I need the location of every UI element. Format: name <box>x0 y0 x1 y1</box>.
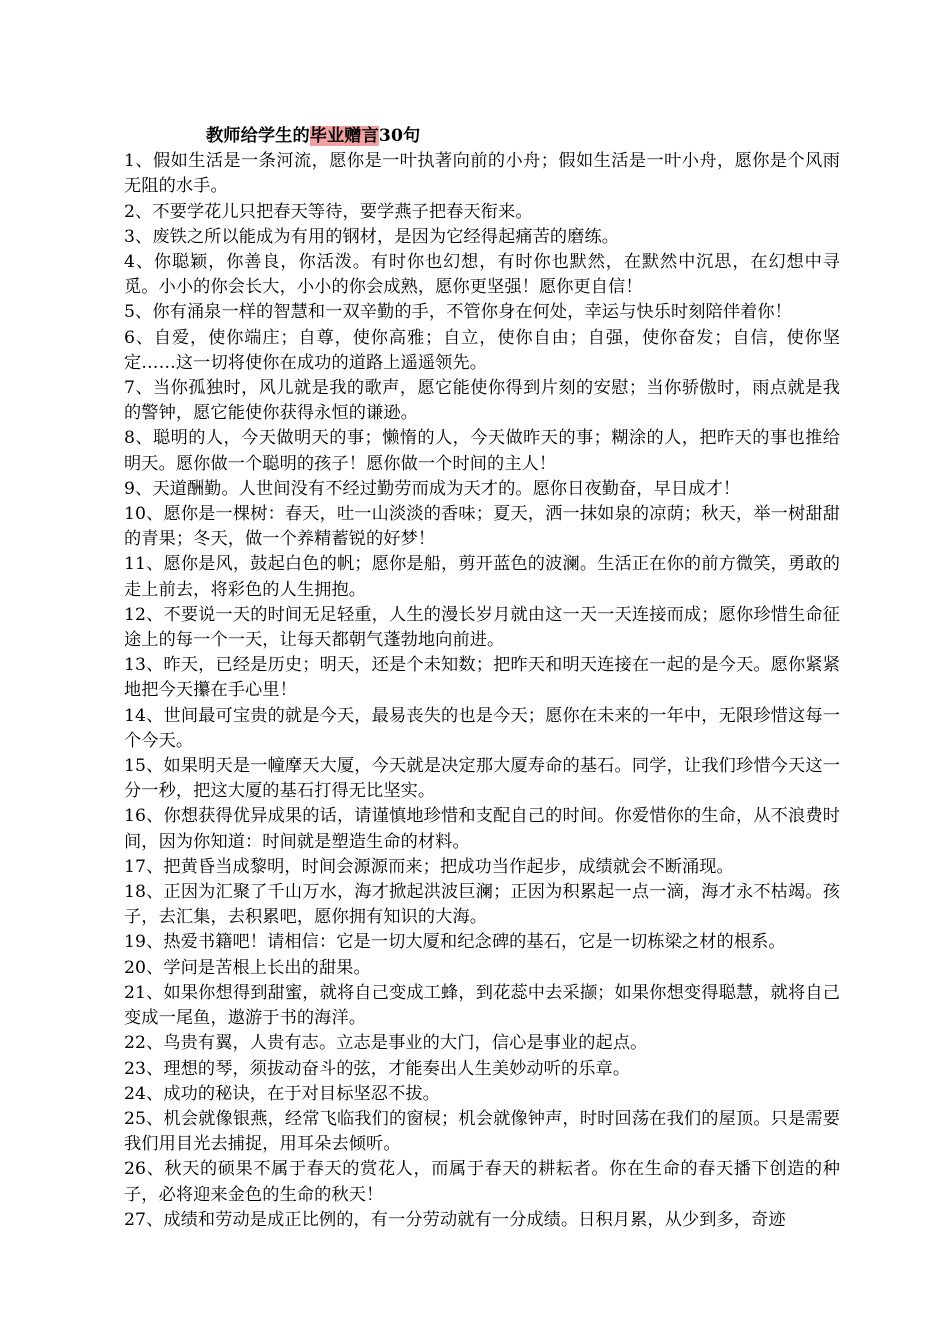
document-title <box>206 124 840 149</box>
list-item: 13、昨天，已经是历史；明天，还是个未知数；把昨天和明天连接在一起的是今天。愿你紧紧地把今天攥在手心里！ <box>124 655 840 701</box>
list-item: 14、世间最可宝贵的就是今天，最易丧失的也是今天；愿你在未来的一年中，无限珍惜这每一个今天。 <box>124 705 840 751</box>
list-item: 7、当你孤独时，风儿就是我的歌声，愿它能使你得到片刻的安慰；当你骄傲时，雨点就是我的警钟，愿它能使你获得永恒的谦逊。 <box>124 378 840 424</box>
list-item: 11、愿你是风，鼓起白色的帆；愿你是船，剪开蓝色的波澜。生活正在你的前方微笑，勇敢的走上前去，将彩色的人生拥抱。 <box>124 554 840 600</box>
list-item: 12、不要说一天的时间无足轻重，人生的漫长岁月就由这一天一天连接而成；愿你珍惜生命征途上的每一个一天，让每天都朝气蓬勃地向前进。 <box>124 604 840 651</box>
list-item: 1、假如生活是一条河流，愿你是一叶执著向前的小舟；假如生活是一叶小舟，愿你是个风雨无阻的水手。 <box>124 151 840 197</box>
title-suffix: 30句 <box>378 126 421 146</box>
list-item: 16、你想获得优异成果的话，请谨慎地珍惜和支配自己的时间。你爱惜你的生命，从不浪费时间，因为你知道：时间就是塑造生命的材料。 <box>124 806 840 852</box>
list-item: 18、正因为汇聚了千山万水，海才掀起洪波巨澜；正因为积累起一点一滴，海才永不枯竭。孩子，去汇集，去积累吧，愿你拥有知识的大海。 <box>124 882 840 928</box>
list-item: 15、如果明天是一幢摩天大厦，今天就是决定那大厦寿命的基石。同学，让我们珍惜今天这一分一秒，把这大厦的基石打得无比坚实。 <box>124 756 840 802</box>
list-item: 20、学问是苦根上长出的甜果。 <box>124 957 371 978</box>
list-item: 5、你有涌泉一样的智慧和一双辛勤的手，不管你身在何处，幸运与快乐时刻陪伴着你！ <box>124 302 792 323</box>
list-item: 21、如果你想得到甜蜜，就将自己变成工蜂，到花蕊中去采撷；如果你想变得聪慧，就将自己变成一尾鱼，遨游于书的海洋。 <box>124 982 840 1029</box>
list-item: 17、把黄昏当成黎明，时间会源源而来；把成功当作起步，成绩就会不断涌现。 <box>124 856 734 877</box>
list-item: 2、不要学花儿只把春天等待，要学燕子把春天衔来。 <box>124 201 533 222</box>
title-prefix: 教师给学生的 <box>206 126 310 146</box>
list-item: 6、自爱，使你端庄；自尊，使你高雅；自立，使你自由；自强，使你奋发；自信，使你坚定……这一切将使你在成功的道路上遥遥领先。 <box>124 327 840 373</box>
list-item: 9、天道酬勤。人世间没有不经过勤劳而成为天才的。愿你日夜勤奋，早日成才！ <box>124 478 741 499</box>
list-item: 26、秋天的硕果不属于春天的赏花人，而属于春天的耕耘者。你在生命的春天播下创造的种子，必将迎来金色的生命的秋天！ <box>124 1159 840 1205</box>
list-item: 22、鸟贵有翼，人贵有志。立志是事业的大门，信心是事业的起点。 <box>124 1033 648 1054</box>
list-item: 27、成绩和劳动是成正比例的，有一分劳动就有一分成绩。日积月累，从少到多，奇迹 <box>124 1209 786 1230</box>
list-item: 8、聪明的人，今天做明天的事；懒惰的人，今天做昨天的事；糊涂的人，把昨天的事也推给明天。愿你做一个聪明的孩子！愿你做一个时间的主人！ <box>124 428 840 474</box>
document-body <box>124 124 840 1233</box>
list-item: 25、机会就像银燕，经常飞临我们的窗棂；机会就像钟声，时时回荡在我们的屋顶。只是需要我们用目光去捕捉，用耳朵去倾听。 <box>124 1108 840 1155</box>
list-item: 19、热爱书籍吧！请相信：它是一切大厦和纪念碑的基石，它是一切栋梁之材的根系。 <box>124 932 786 953</box>
list-item: 4、你聪颖，你善良，你活泼。有时你也幻想，有时你也默然，在默然中沉思，在幻想中寻觅。小小的你会长大，小小的你会成熟，愿你更坚强！愿你更自信！ <box>124 252 840 298</box>
list-item: 23、理想的琴，须拔动奋斗的弦，才能奏出人生美妙动听的乐章。 <box>124 1058 631 1079</box>
list-item: 10、愿你是一棵树：春天，吐一山淡淡的香味；夏天，洒一抹如泉的凉荫；秋天，举一树甜甜的青果；冬天，做一个养精蓄锐的好梦！ <box>124 504 840 550</box>
title-highlight: 毕业赠言 <box>309 126 379 146</box>
list-item: 3、废铁之所以能成为有用的钢材，是因为它经得起痛苦的磨练。 <box>124 226 620 247</box>
list-item: 24、成功的秘诀，在于对目标坚忍不拔。 <box>124 1083 440 1104</box>
